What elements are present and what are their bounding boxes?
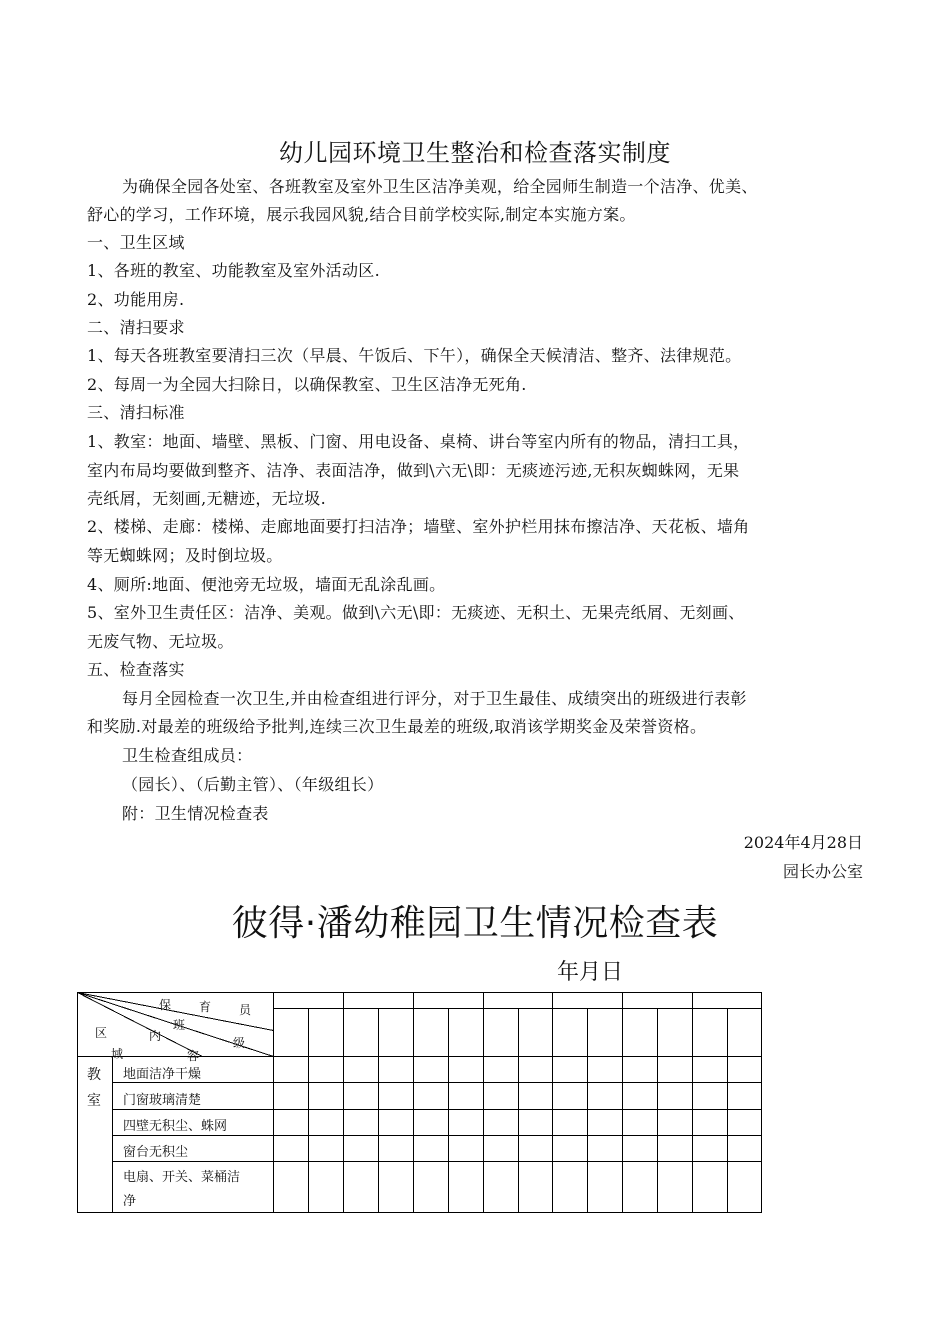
section-1-item-1: 1、各班的教室、功能教室及室外活动区.	[87, 261, 380, 280]
header-label: 内	[149, 1029, 162, 1043]
intro-line-2: 舒心的学习，工作环境，展示我园风貌,结合目前学校实际,制定本实施方案。	[87, 205, 636, 224]
intro-line-1: 为确保全园各处室、各班教室及室外卫生区洁净美观，给全园师生制造一个洁净、优美、	[122, 177, 758, 196]
area-label: 教室	[87, 1067, 101, 1109]
checklist-date-placeholder: 年月日	[557, 960, 624, 985]
checklist-row-label: 四壁无积尘、蛛网	[123, 1119, 228, 1134]
section-3-item-2-line-2: 等无蜘蛛网；及时倒垃圾。	[87, 546, 283, 565]
header-label: 育	[199, 1000, 212, 1014]
section-2-heading: 二、清扫要求	[87, 318, 185, 337]
section-5-heading: 五、检查落实	[87, 660, 185, 679]
section-3-item-1-line-3: 壳纸屑，无刻画,无糖迹，无垃圾.	[87, 489, 326, 508]
section-3-item-4: 4、厕所:地面、便池旁无垃圾，墙面无乱涂乱画。	[87, 575, 446, 594]
section-5-para-line-2: 和奖励.对最差的班级给予批判,连续三次卫生最差的班级,取消该学期奖金及荣誉资格。	[87, 717, 707, 736]
section-3-item-1-line-2: 室内布局均要做到整齐、洁净、表面洁净，做到\六无\即：无痰迹污迹,无积灰蜘蛛网，无果	[87, 461, 740, 480]
checklist-row-label: 地面洁净干燥	[123, 1067, 202, 1082]
notice-office: 园长办公室	[782, 862, 863, 881]
checklist-row-label: 窗台无积尘	[123, 1145, 189, 1160]
header-label: 级	[233, 1036, 246, 1050]
section-5-para-line-1: 每月全园检查一次卫生,并由检查组进行评分，对于卫生最佳、成绩突出的班级进行表彰	[122, 689, 747, 708]
notice-title: 幼儿园环境卫生整治和检查落实制度	[279, 139, 671, 167]
notice-date: 2024年4月28日	[743, 833, 863, 852]
header-label: 容	[187, 1049, 200, 1063]
attachment-note: 附：卫生情况检查表	[122, 804, 269, 823]
checklist-title: 彼得·潘幼稚园卫生情况检查表	[231, 903, 719, 944]
checklist-row-label: 电扇、开关、菜桶洁	[123, 1170, 241, 1185]
section-2-item-1: 1、每天各班教室要清扫三次（早晨、午饭后、下午），确保全天候清洁、整齐、法律规范。	[87, 346, 742, 365]
section-3-heading: 三、清扫标准	[87, 403, 185, 422]
header-label: 班	[173, 1018, 186, 1032]
section-1-item-2: 2、功能用房.	[87, 290, 185, 309]
section-1-heading: 一、卫生区域	[87, 233, 185, 252]
header-label: 域	[111, 1047, 124, 1061]
section-2-item-2: 2、每周一为全园大扫除日，以确保教室、卫生区洁净无死角.	[87, 375, 527, 394]
section-3-item-2-line-1: 2、楼梯、走廊：楼梯、走廊地面要打扫洁净；墙壁、室外护栏用抹布擦洁净、天花板、墙角	[87, 517, 750, 536]
section-3-item-1-line-1: 1、教室：地面、墙壁、黑板、门窗、用电设备、桌椅、讲台等室内所有的物品，清扫工具，	[87, 432, 750, 451]
checklist-row-label: 门窗玻璃清楚	[123, 1093, 202, 1108]
members-label: 卫生检查组成员：	[122, 746, 253, 765]
section-3-item-5-line-2: 无废气物、无垃圾。	[87, 632, 234, 651]
checklist-table	[77, 992, 762, 1213]
header-label: 保	[159, 998, 172, 1012]
header-label: 员	[239, 1003, 252, 1017]
header-label: 区	[95, 1026, 108, 1040]
section-3-item-5-line-1: 5、室外卫生责任区：洁净、美观。做到\六无\即：无痰迹、无积土、无果壳纸屑、无刻画、	[87, 603, 745, 622]
members-list: （园长）、（后勤主管）、（年级组长）	[122, 775, 384, 794]
checklist-row-label: 净	[123, 1194, 137, 1209]
